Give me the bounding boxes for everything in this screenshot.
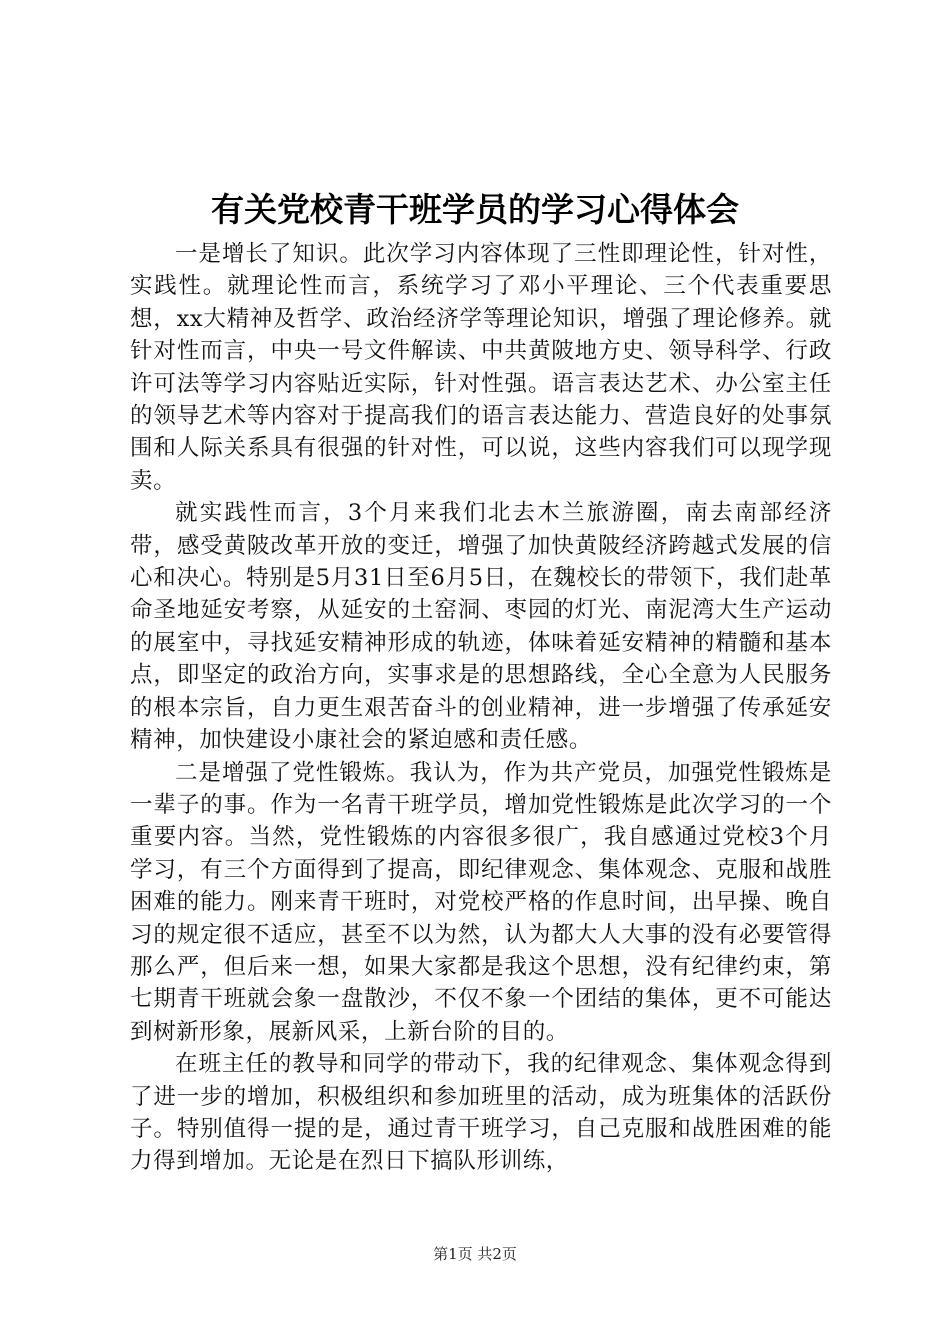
- paragraph: 就实践性而言，3个月来我们北去木兰旅游圈，南去南部经济带，感受黄陂改革开放的变迁，增强了加快黄陂经济跨越式发展的信心和决心。特别是5月31日至6月5日，在魏校长的带领下，我们赴革命圣地延安考察，从延安的土窑洞、枣园的灯光、南泥湾大生产运动的展室中，寻找延安精神形成的轨迹，体味着延安精神的精髓和基本点，即坚定的政治方向，实事求是的思想路线，全心全意为人民服务的根本宗旨，自力更生艰苦奋斗的创业精神，进一步增强了传承延安精神，加快建设小康社会的紧迫感和责任感。: [130, 500, 832, 754]
- paragraph: 一是增长了知识。此次学习内容体现了三性即理论性，针对性，实践性。就理论性而言，系统学习了邓小平理论、三个代表重要思想，xx大精神及哲学、政治经济学等理论知识，增强了理论修养。就针对性而言，中央一号文件解读、中共黄陂地方史、领导科学、行政许可法等学习内容贴近实际，针对性强。语言表达艺术、办公室主任的领导艺术等内容对于提高我们的语言表达能力、营造良好的处事氛围和人际关系具有很强的针对性，可以说，这些内容我们可以现学现卖。: [130, 241, 832, 494]
- document-body: [130, 238, 832, 1178]
- paragraph: 在班主任的教导和同学的带动下，我的纪律观念、集体观念得到了进一步的增加，积极组织和参加班里的活动，成为班集体的活跃份子。特别值得一提的是，通过青干班学习，自己克服和战胜困难的能力得到增加。无论是在烈日下搞队形训练，: [130, 1051, 832, 1175]
- page-number-footer: 第1页 共2页: [433, 1245, 517, 1263]
- paragraph: 二是增强了党性锻炼。我认为，作为共产党员，加强党性锻炼是一辈子的事。作为一名青干班学员，增加党性锻炼是此次学习的一个重要内容。当然，党性锻炼的内容很多很广，我自感通过党校3个月学习，有三个方面得到了提高，即纪律观念、集体观念、克服和战胜困难的能力。刚来青干班时，对党校严格的作息时间，出早操、晚自习的规定很不适应，甚至不以为然，认为都大人大事的没有必要管得那么严，但后来一想，如果大家都是我这个思想，没有纪律约束，第七期青干班就会象一盘散沙，不仅不象一个团结的集体，更不可能达到树新形象，展新风采，上新台阶的目的。: [130, 759, 832, 1045]
- document-title: 有关党校青干班学员的学习心得体会: [211, 190, 739, 229]
